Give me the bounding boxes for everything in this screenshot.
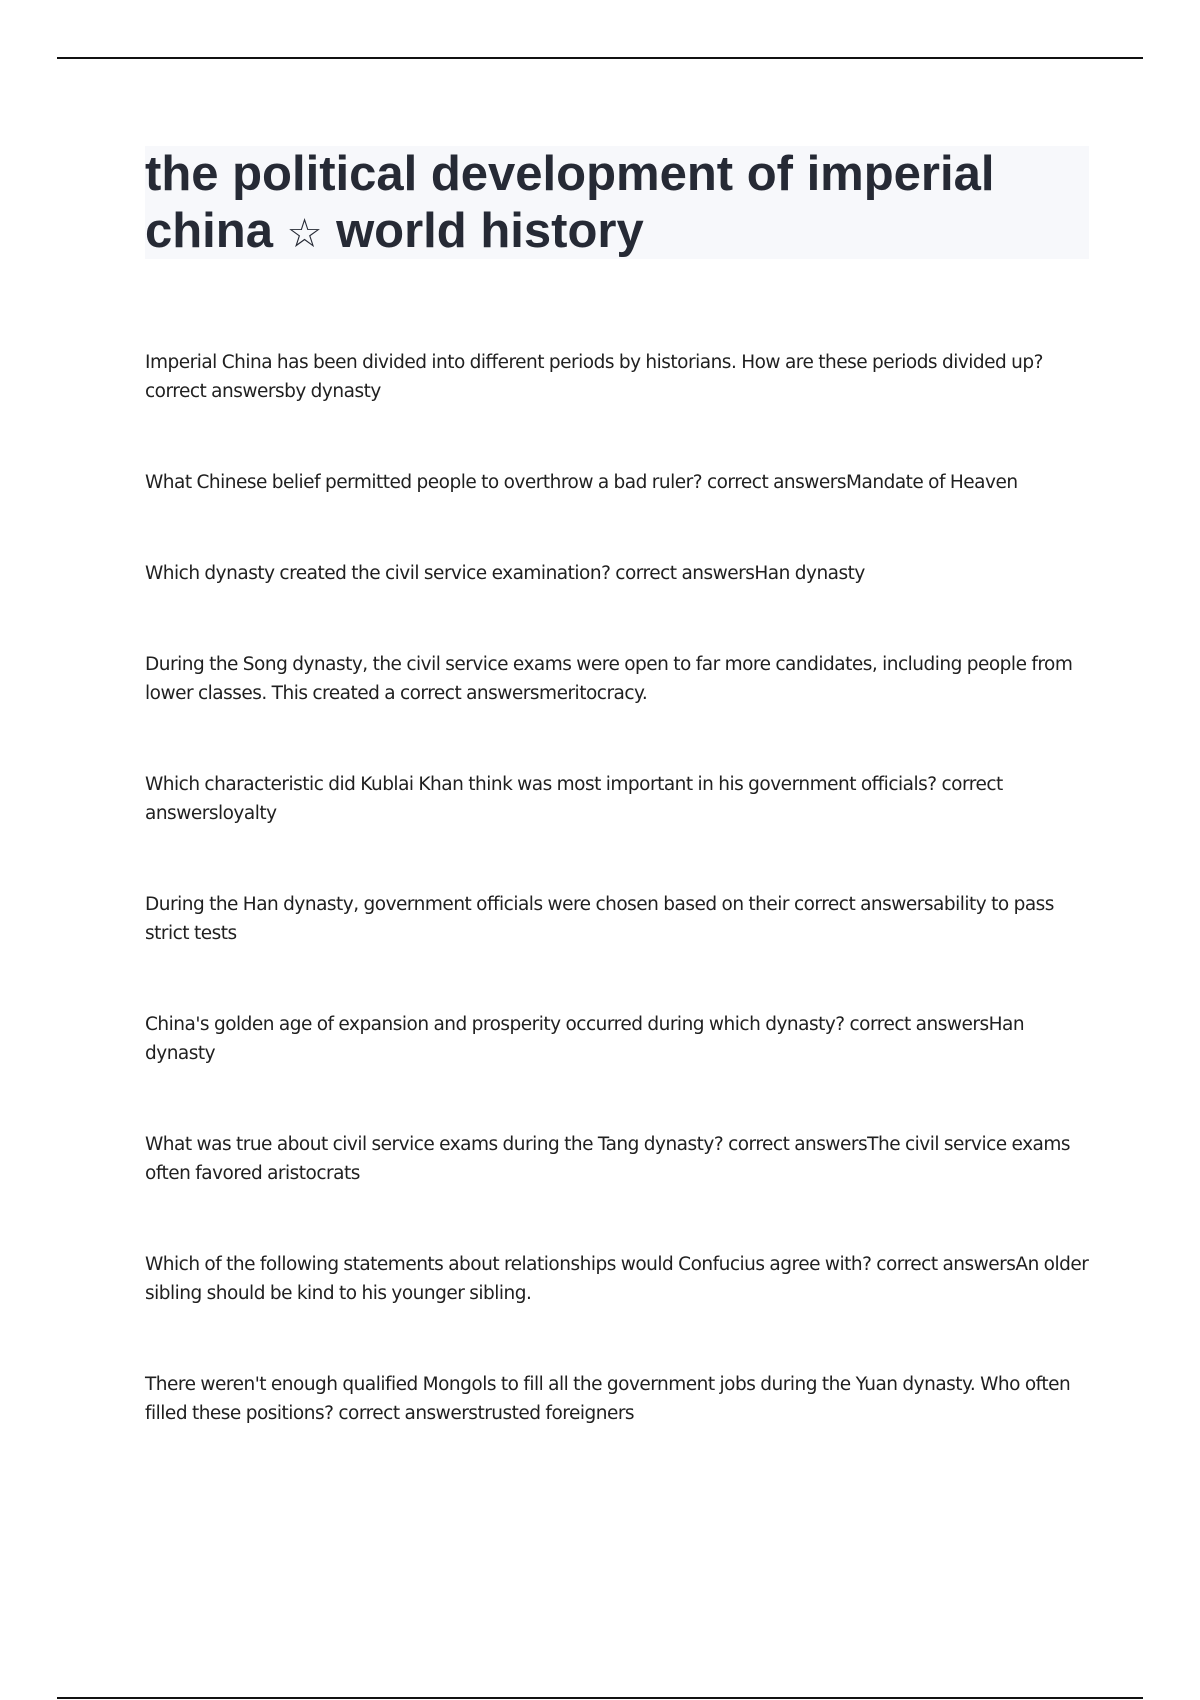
qa-item [145,1250,1095,1308]
title-line-1: the political development of imperial [145,147,995,201]
question-text: Which dynasty created the civil service examination? [145,563,611,584]
answer-text: correct answerstrusted foreigners [338,1403,635,1424]
answer-text: correct answersloyalty [145,774,1008,824]
question-text: During the Song dynasty, the civil service exams were open to far more candidates, including people from lower classes. This created a [145,654,1078,704]
question-text: Which of the following statements about relationships would Confucius agree with? [145,1254,872,1275]
title-line-2-suffix: world history [322,204,644,258]
answer-text: correct answersby dynasty [145,381,381,402]
question-text: Imperial China has been divided into different periods by historians. How are these periods divided up? [145,352,1043,373]
top-rule [57,57,1143,59]
question-text: There weren't enough qualified Mongols to fill all the government jobs during the Yuan dynasty. Who often filled these positions? [145,1374,1076,1424]
qa-item [145,559,1095,588]
answer-text: correct answersHan dynasty [145,1014,1029,1064]
document-title [145,146,1089,263]
bottom-rule [57,1697,1143,1699]
qa-item [145,1130,1095,1188]
qa-item [145,650,1095,708]
qa-item [145,348,1095,406]
answer-text: correct answersHan dynasty [615,563,865,584]
qa-item [145,890,1095,948]
answer-text: correct answersMandate of Heaven [706,472,1018,493]
qa-item [145,1010,1095,1068]
qa-item [145,468,1095,497]
answer-text: correct answersThe civil service exams often favored aristocrats [145,1134,1075,1184]
question-text: What Chinese belief permitted people to overthrow a bad ruler? [145,472,703,493]
question-text: During the Han dynasty, government officials were chosen based on their [145,894,790,915]
qa-item [145,1370,1095,1428]
answer-text: correct answersability to pass strict tests [145,894,1059,944]
title-banner [145,146,1089,259]
qa-list [145,348,1095,1428]
star-icon: ☆ [286,211,323,257]
answer-text: correct answersmeritocracy. [399,683,648,704]
qa-item [145,770,1095,828]
question-text: What was true about civil service exams during the Tang dynasty? [145,1134,724,1155]
answer-text: correct answersAn older sibling should be kind to his younger sibling. [145,1254,1094,1304]
question-text: China's golden age of expansion and prosperity occurred during which dynasty? [145,1014,845,1035]
title-line-2-prefix: china [145,204,287,258]
question-text: Which characteristic did Kublai Khan think was most important in his government officials? [145,774,937,795]
